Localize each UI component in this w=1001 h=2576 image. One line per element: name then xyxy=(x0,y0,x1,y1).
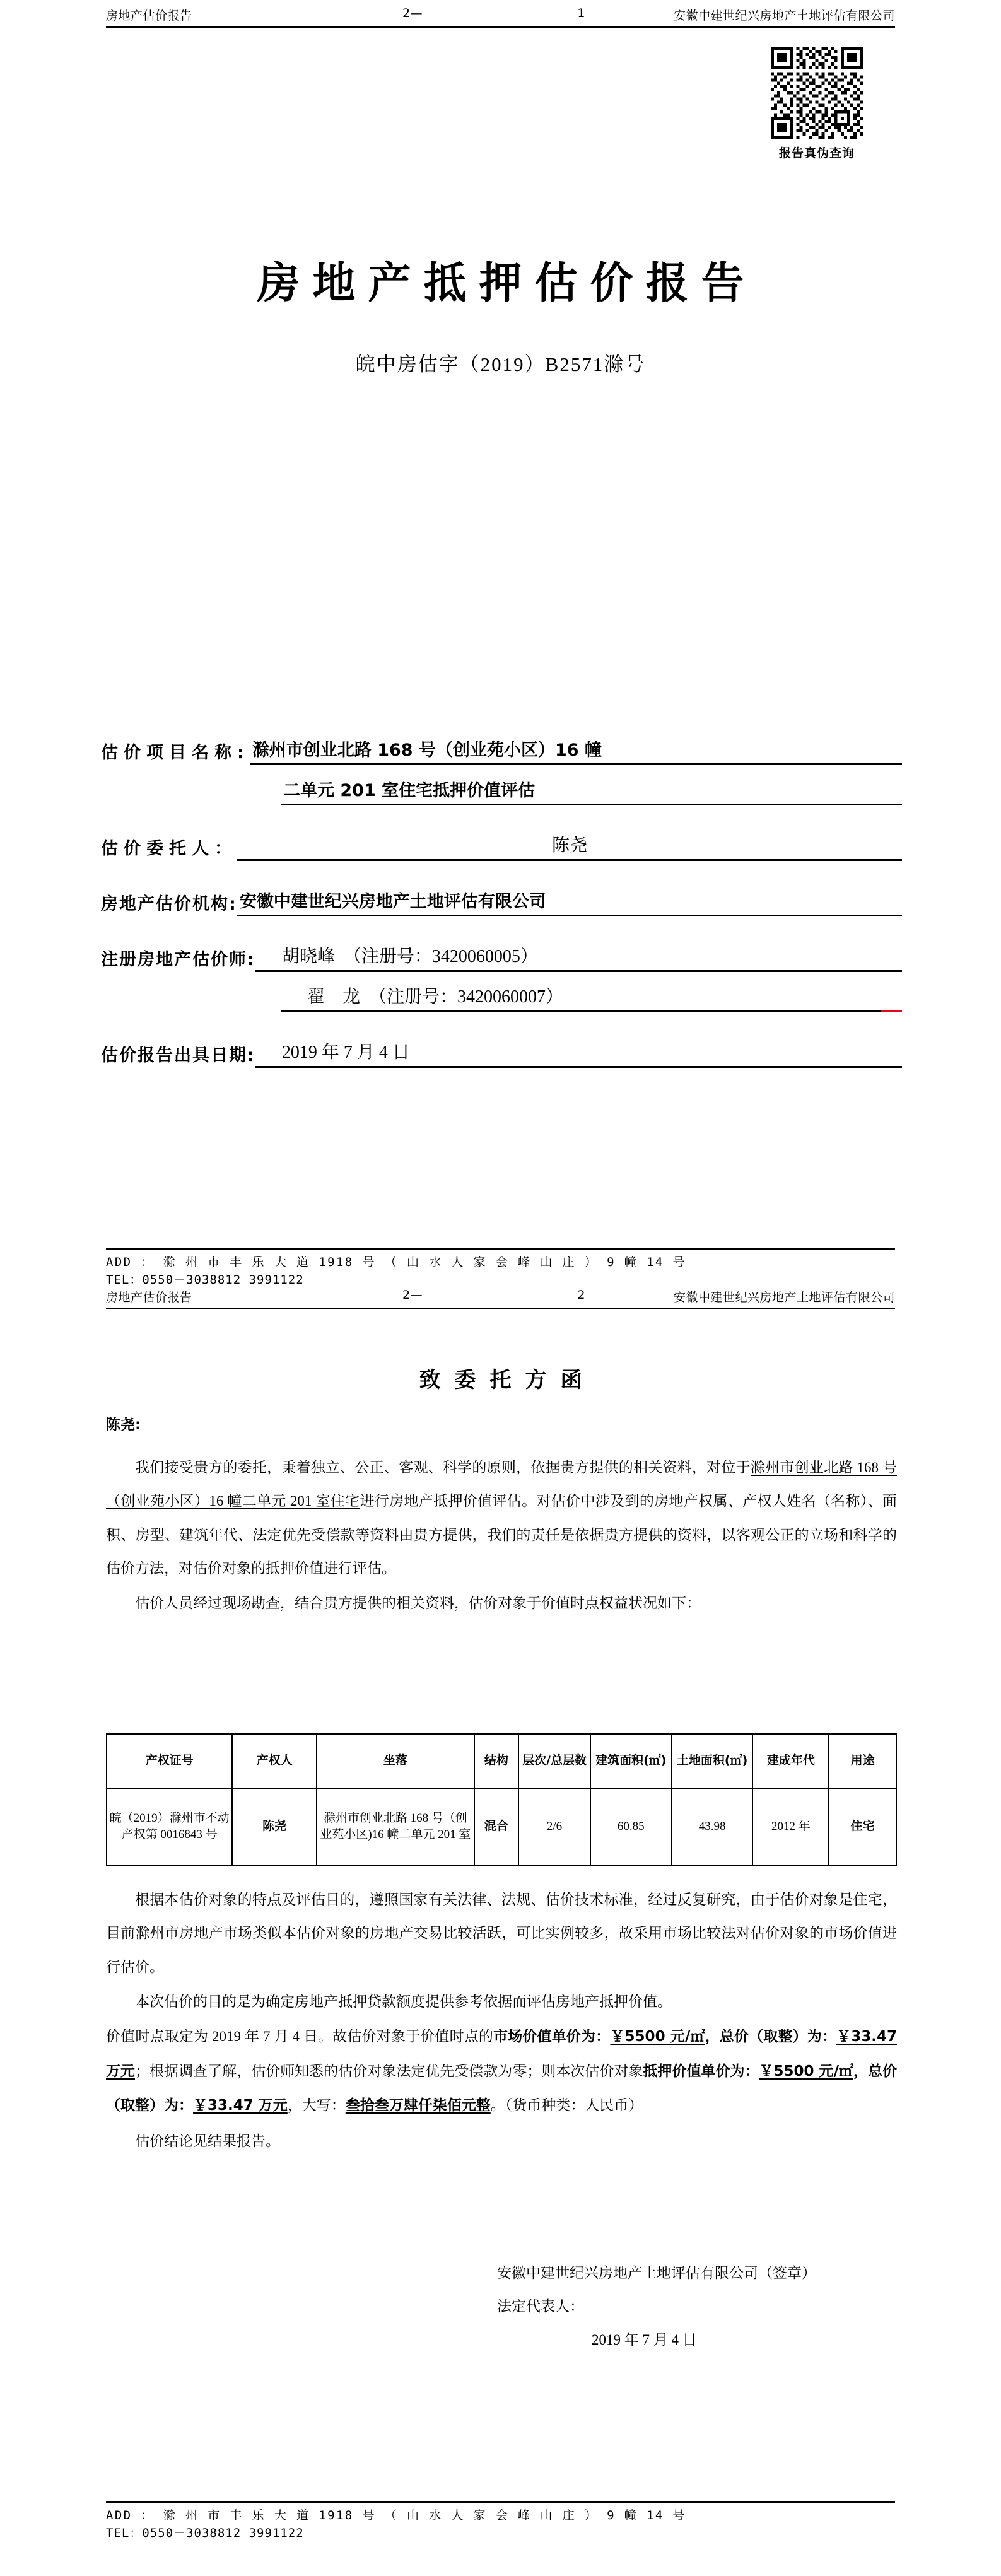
cover-form xyxy=(101,734,902,1077)
cell-built-year: 2012 年 xyxy=(752,1788,829,1865)
footer-address-2 xyxy=(106,2507,898,2542)
p5-part-k: ，大写： xyxy=(287,2097,346,2114)
footer-tel-line-2: TEL：0550－3038812 3991122 xyxy=(106,2526,304,2540)
property-table-wrap xyxy=(106,1733,897,1866)
cell-cert-no: 皖（2019）滁州市不动产权第 0016843 号 xyxy=(107,1788,232,1865)
header-company-label: 安徽中建世纪兴房地产土地评估有限公司 xyxy=(673,9,895,23)
p5-mortgage-total-label: ，总价（取整）为： xyxy=(106,2063,898,2114)
field-appraiser-1-value[interactable]: 胡晓峰 （注册号：3420060005） xyxy=(255,942,902,972)
p5-market-total-label: ，总价（取整）为： xyxy=(705,2029,837,2046)
p5-part-f: ；根据调查了解，估价师知悉的估价对象法定优先受偿款为零；则本次估价对象 xyxy=(135,2063,643,2079)
field-issue-date-value[interactable]: 2019 年 7 月 4 日 xyxy=(255,1038,902,1068)
cell-floor: 2/6 xyxy=(518,1788,590,1865)
field-project-name-value-line2[interactable]: 二单元 201 室住宅抵押价值评估 xyxy=(281,776,902,805)
letter-paragraph-1 xyxy=(106,1451,897,1585)
header-page-prefix-2: 2— xyxy=(402,1288,423,1302)
page-header-2 xyxy=(106,1288,895,1317)
p1-part-b: 进行房地产抵押价值评估。对估价中涉及到的房地产权属、产权人姓名（名称）、面积、房型、建筑年代、法定优先受偿款等资料由贵方提供，我们的责任是依据贵方提供的资料，以客观公正的立场和科学的估价方法，对估价对象的抵押价值进行评估。 xyxy=(106,1493,898,1577)
field-project-name-value-line1[interactable]: 滁州市创业北路 168 号（创业苑小区）16 幢 xyxy=(250,736,902,765)
footer-rule-2 xyxy=(106,2501,895,2503)
letter-paragraph-2: 估价人员经过现场勘查，结合贵方提供的相关资料，估价对象于价值时点权益状况如下： xyxy=(135,1595,701,1612)
p5-part-m: 。（货币种类：人民币） xyxy=(490,2097,643,2114)
col-use: 用途 xyxy=(829,1734,896,1788)
col-land-area: 土地面积(㎡) xyxy=(672,1734,753,1788)
field-client-label: 估价委托人： xyxy=(101,839,237,858)
field-agency xyxy=(101,885,902,916)
field-agency-value[interactable]: 安徽中建世纪兴房地产土地评估有限公司 xyxy=(237,887,902,916)
signature-legal-rep: 法定代表人： xyxy=(497,2298,584,2314)
qr-code[interactable] xyxy=(771,47,863,139)
col-structure: 结构 xyxy=(474,1734,518,1788)
col-owner: 产权人 xyxy=(232,1734,317,1788)
col-floor: 层次/总层数 xyxy=(518,1734,590,1788)
letter-paragraph-3: 根据本估价对象的特点及评估目的，遵照国家有关法律、法规、估价技术标准，经过反复研究，由于估价对象是住宅，目前滁州市房地产市场类似本估价对象的房地产交易比较活跃，可比实例较多，故采用市场比较法对估价对象的市场价值进行估价。 xyxy=(106,1892,897,1975)
letter-body-upper xyxy=(106,1451,897,1622)
letter-paragraph-4: 本次估价的目的是为确定房地产抵押贷款额度提供参考依据而评估房地产抵押价值。 xyxy=(135,1994,672,2010)
col-building-area: 建筑面积(㎡) xyxy=(590,1734,672,1788)
table-header-row xyxy=(107,1734,896,1788)
cell-land-area: 43.98 xyxy=(672,1788,753,1865)
page-header-1 xyxy=(106,6,895,35)
header-page-value-2: 2 xyxy=(577,1288,585,1302)
col-cert-no: 产权证号 xyxy=(107,1734,232,1788)
letter-salutation: 陈尧: xyxy=(106,1417,141,1433)
p5-part-a: 价值时点取定为 2019 年 7 月 4 日。故估价对象于价值时点的 xyxy=(106,2029,494,2045)
qr-caption: 报告真伪查询 xyxy=(778,146,855,160)
header-left-label-2: 房地产估价报告 xyxy=(106,1291,192,1304)
field-appraiser-2 xyxy=(281,981,902,1012)
p5-mortgage-unit-label: 抵押价值单价为： xyxy=(643,2063,759,2080)
field-project-name xyxy=(101,734,902,765)
p1-subject-underlined: 滁州市创业北路 168 号（创业苑小区）16 幢二单元 201 室住宅 xyxy=(106,1460,898,1509)
field-client-value[interactable]: 陈尧 xyxy=(237,831,902,861)
p5-market-unit-value: ￥5500 元/㎡ xyxy=(610,2029,705,2046)
letter-paragraph-5 xyxy=(106,2020,897,2122)
footer-rule-1 xyxy=(106,1248,895,1250)
footer-address-line-2: ADD ： 滁 州 市 丰 乐 大 道 1918 号 （ 山 水 人 家 会 峰 山 庄 ） 9 幢 14 号 xyxy=(106,2509,686,2522)
field-agency-label: 房地产估价机构: xyxy=(101,894,237,914)
cell-location: 滁州市创业北路 168 号（创业苑小区)16 幢二单元 201 室 xyxy=(317,1788,474,1865)
letter-paragraph-6: 估价结论见结果报告。 xyxy=(135,2133,280,2149)
field-project-name-line2 xyxy=(281,774,902,805)
p5-mortgage-unit-value: ￥5500 元/㎡ xyxy=(759,2063,853,2080)
property-table xyxy=(106,1733,897,1866)
header-rule-1 xyxy=(106,26,895,28)
header-page-value: 1 xyxy=(577,6,585,20)
footer-address-line: ADD ： 滁 州 市 丰 乐 大 道 1918 号 （ 山 水 人 家 会 峰 山 庄 ） 9 幢 14 号 xyxy=(106,1255,686,1269)
header-rule-2 xyxy=(106,1308,895,1309)
footer-tel-line: TEL：0550－3038812 3991122 xyxy=(106,1272,304,1287)
header-page-number-2 xyxy=(402,1288,611,1302)
cell-structure: 混合 xyxy=(474,1788,518,1865)
cell-use: 住宅 xyxy=(829,1788,896,1865)
col-built-year: 建成年代 xyxy=(752,1734,829,1788)
p5-amount-in-words: 叁拾叁万肆仟柒佰元整 xyxy=(345,2097,491,2114)
signature-block xyxy=(106,2257,897,2357)
letter-body-lower xyxy=(106,1883,897,2159)
field-issue-date xyxy=(101,1036,902,1068)
field-project-name-label: 估价项目名称: xyxy=(101,743,250,763)
header-page-prefix: 2— xyxy=(402,6,423,20)
p5-market-total-value: ￥33.47 万元 xyxy=(106,2029,898,2080)
letter-title: 致委托方函 xyxy=(419,1367,596,1393)
cell-building-area: 60.85 xyxy=(590,1788,672,1865)
p5-mortgage-total-value: ￥33.47 万元 xyxy=(193,2097,288,2114)
signature-date: 2019 年 7 月 4 日 xyxy=(592,2331,697,2348)
header-page-number xyxy=(402,6,611,20)
header-company-label-2: 安徽中建世纪兴房地产土地评估有限公司 xyxy=(673,1291,895,1304)
footer-address-1 xyxy=(106,1254,898,1289)
p1-part-a: 我们接受贵方的委托，秉着独立、公正、客观、科学的原则，依据贵方提供的相关资料，对位于 xyxy=(135,1460,751,1475)
header-left-label: 房地产估价报告 xyxy=(106,9,192,23)
field-client xyxy=(101,829,902,861)
field-appraiser-label: 注册房地产估价师: xyxy=(101,950,255,969)
cell-owner: 陈尧 xyxy=(232,1788,317,1865)
field-appraiser-2-value[interactable]: 翟 龙 （注册号：3420060007） xyxy=(281,983,902,1012)
p5-market-unit-label: 市场价值单价为： xyxy=(493,2029,611,2046)
signature-company: 安徽中建世纪兴房地产土地评估有限公司（签章） xyxy=(497,2265,816,2281)
field-issue-date-label: 估价报告出具日期: xyxy=(101,1046,255,1065)
field-appraiser-1 xyxy=(101,940,902,972)
page-title: 房地产抵押估价报告 xyxy=(257,259,757,308)
table-row xyxy=(107,1788,896,1865)
col-location: 坐落 xyxy=(317,1734,474,1788)
report-number: 皖中房估字（2019）B2571滁号 xyxy=(355,353,646,375)
